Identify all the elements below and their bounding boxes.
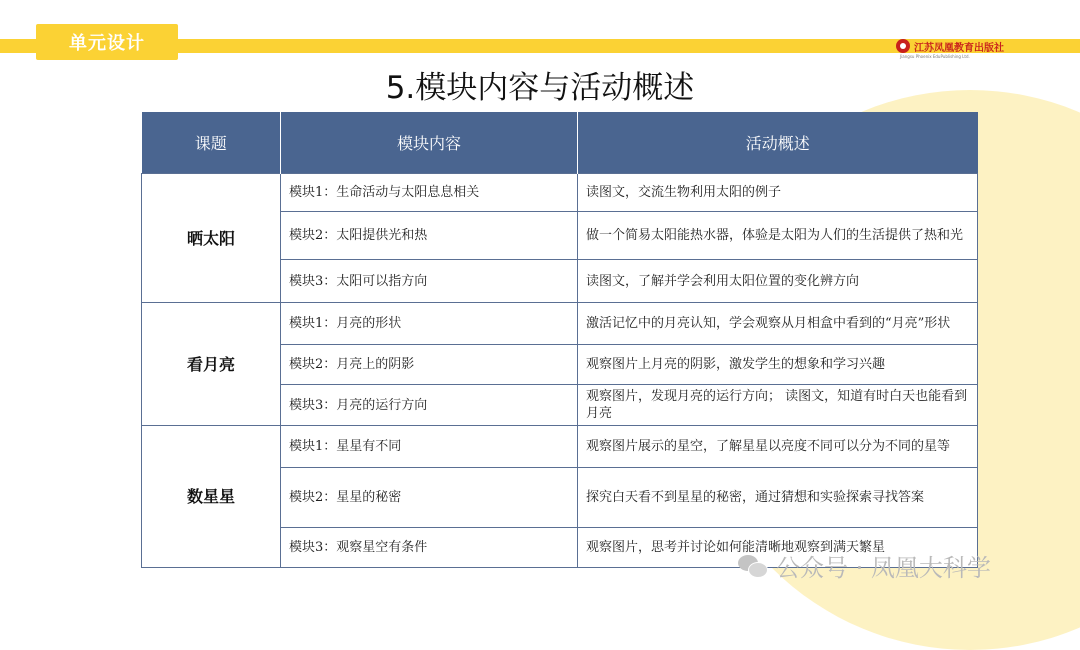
unit-design-tag: 单元设计: [36, 24, 178, 60]
module-cell: 模块2：太阳提供光和热: [281, 212, 578, 260]
module-cell: 模块2：月亮上的阴影: [281, 345, 578, 385]
page-title: 5.模块内容与活动概述: [385, 70, 695, 106]
table-row: [142, 426, 978, 468]
activity-cell: 探究白天看不到星星的秘密，通过猜想和实验探索寻找答案: [578, 468, 978, 528]
activity-cell: 观察图片，思考并讨论如何能清晰地观察到满天繁星: [578, 528, 978, 568]
publisher-subtitle: Jiangsu Phoenix EduPublishing Ltd.: [900, 54, 970, 59]
publisher-name: 江苏凤凰教育出版社: [914, 42, 1004, 54]
wechat-watermark: [738, 548, 991, 583]
activity-cell: 读图文，了解并学会利用太阳位置的变化辨方向: [578, 260, 978, 303]
column-header-topic: 课题: [142, 112, 281, 174]
module-cell: 模块3：观察星空有条件: [281, 528, 578, 568]
table-header-row: [142, 112, 978, 174]
activity-cell: 观察图片，发现月亮的运行方向； 读图文，知道有时白天也能看到月亮: [578, 385, 978, 426]
module-activity-table: [141, 112, 978, 568]
topic-cell: 数星星: [142, 426, 281, 568]
module-cell: 模块1：月亮的形状: [281, 303, 578, 345]
topic-cell: 看月亮: [142, 303, 281, 426]
activity-cell: 激活记忆中的月亮认知，学会观察从月相盒中看到的“月亮”形状: [578, 303, 978, 345]
activity-cell: 观察图片展示的星空，了解星星以亮度不同可以分为不同的星等: [578, 426, 978, 468]
module-cell: 模块3：月亮的运行方向: [281, 385, 578, 426]
activity-cell: 读图文，交流生物利用太阳的例子: [578, 174, 978, 212]
table-row: [142, 303, 978, 345]
column-header-module: 模块内容: [281, 112, 578, 174]
phoenix-logo-icon: [896, 39, 910, 53]
activity-cell: 观察图片上月亮的阴影，激发学生的想象和学习兴趣: [578, 345, 978, 385]
activity-cell: 做一个简易太阳能热水器，体验是太阳为人们的生活提供了热和光: [578, 212, 978, 260]
module-cell: 模块3：太阳可以指方向: [281, 260, 578, 303]
module-cell: 模块2：星星的秘密: [281, 468, 578, 528]
module-cell: 模块1：生命活动与太阳息息相关: [281, 174, 578, 212]
watermark-text: 公众号 · 凤凰大科学: [776, 554, 991, 582]
topic-cell: 晒太阳: [142, 174, 281, 303]
wechat-icon: [738, 553, 768, 579]
table-row: [142, 174, 978, 212]
publisher-logo: [896, 38, 1004, 54]
column-header-activity: 活动概述: [578, 112, 978, 174]
module-cell: 模块1：星星有不同: [281, 426, 578, 468]
